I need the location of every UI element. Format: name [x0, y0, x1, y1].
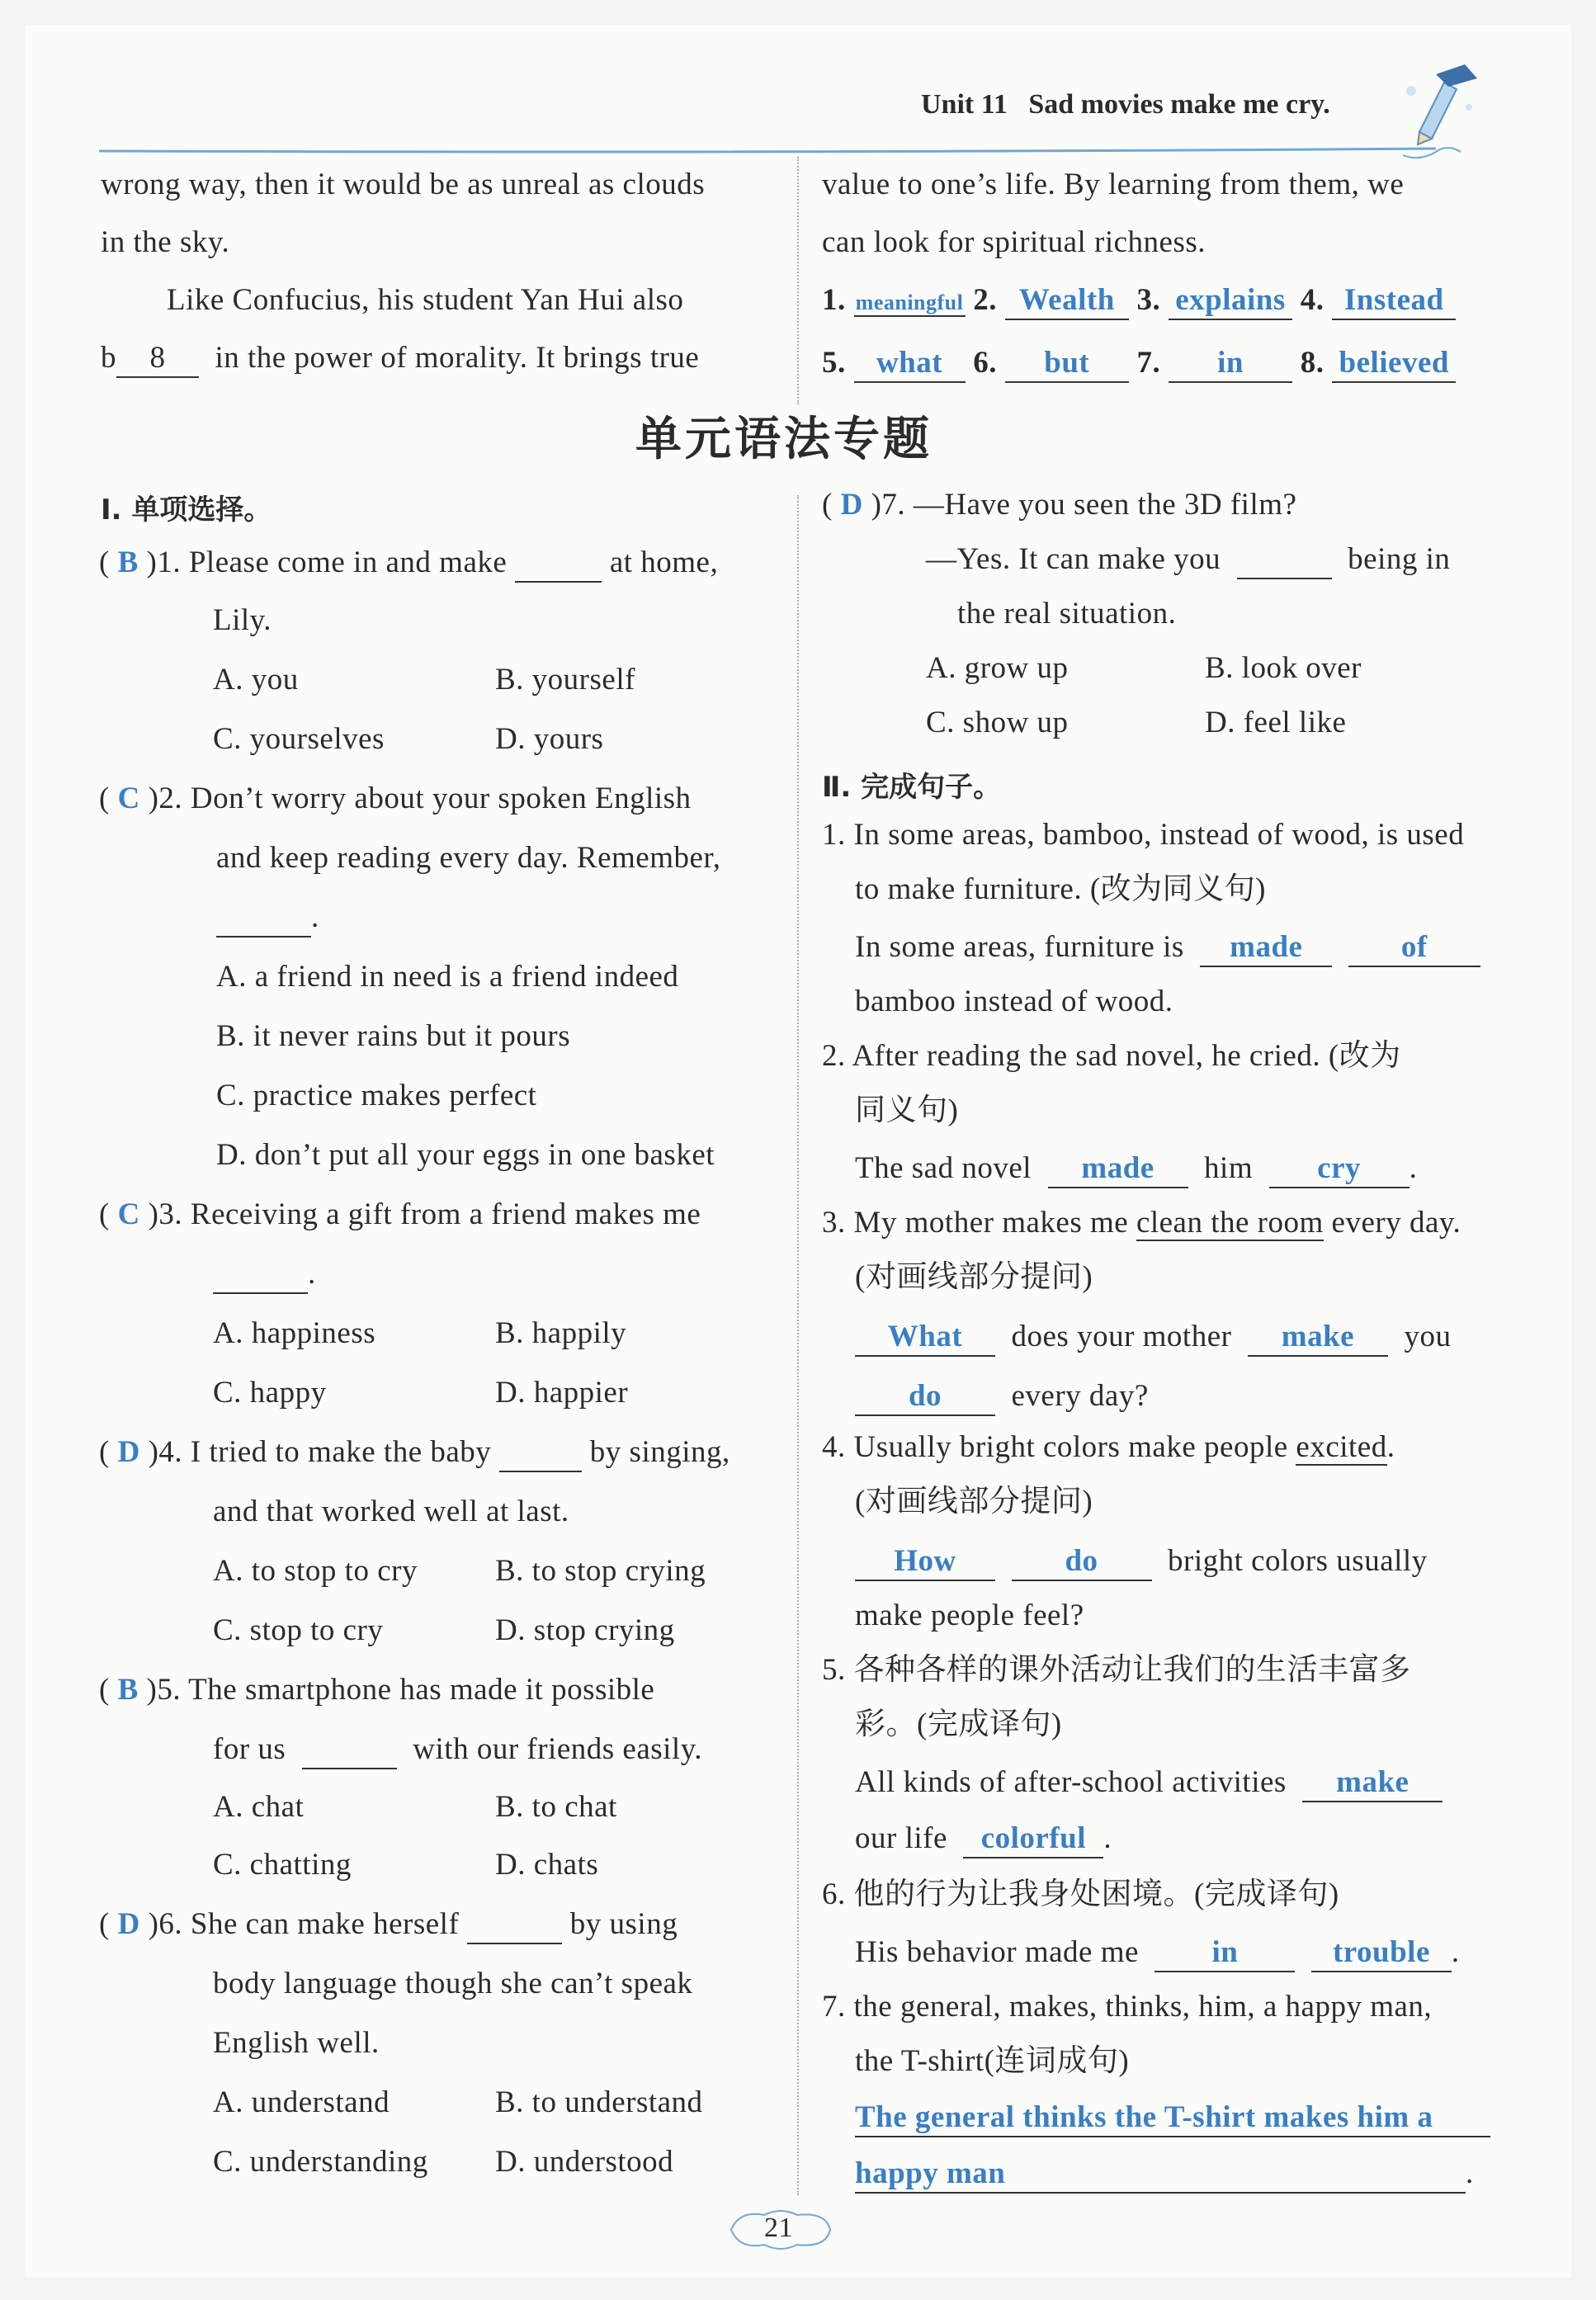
- option: B. to stop crying: [495, 1554, 706, 1588]
- question-3: ( C )3. Receiving a gift from a friend makes me: [99, 1197, 701, 1231]
- column-divider: [797, 495, 799, 2195]
- question-stem: )6. She can make herself: [148, 1907, 460, 1941]
- option: C. understanding: [213, 2145, 428, 2179]
- sentence-answer: [855, 1150, 1417, 1188]
- sentence-text: In some areas, furniture is: [855, 930, 1184, 964]
- sentence-text: our life: [855, 1821, 947, 1855]
- sentence-answer: [855, 1821, 1112, 1858]
- sentence-text: every day?: [1011, 1379, 1149, 1413]
- answer-number: 3.: [1136, 283, 1161, 317]
- sentence-end: .: [1409, 1151, 1418, 1185]
- question-stem: Lily.: [213, 603, 272, 637]
- reading-line: can look for spiritual richness.: [822, 225, 1206, 259]
- sentence-text: 4. Usually bright colors make people: [822, 1430, 1296, 1464]
- option: D. don’t put all your eggs in one basket: [216, 1138, 715, 1172]
- sentence-prompt: 彩。(完成译句): [855, 1707, 1062, 1741]
- option: A. grow up: [926, 651, 1069, 685]
- answer-number: 6.: [973, 346, 997, 380]
- sentence-text: you: [1404, 1320, 1452, 1353]
- question-stem: and keep reading every day. Remember,: [216, 841, 721, 875]
- sentence-text: All kinds of after-school activities: [855, 1765, 1287, 1799]
- answer-letter: C: [117, 782, 140, 815]
- option: A. understand: [213, 2085, 390, 2119]
- workbook-page: [25, 25, 1571, 2278]
- sentence-text: bamboo instead of wood.: [855, 985, 1173, 1018]
- question-stem: [926, 541, 1450, 579]
- option: B. to chat: [495, 1790, 617, 1824]
- option: B. yourself: [495, 663, 635, 697]
- option: B. look over: [1205, 651, 1362, 685]
- sentence-text: every day.: [1323, 1206, 1461, 1240]
- option: A. chat: [213, 1790, 305, 1824]
- option: D. understood: [495, 2145, 674, 2179]
- answer-blank: what: [854, 345, 966, 383]
- option: C. show up: [926, 706, 1069, 739]
- question-stem: and that worked well at last.: [213, 1495, 569, 1528]
- reading-line: value to one’s life. By learning from them, we: [822, 168, 1405, 201]
- sentence-text: does your mother: [1011, 1320, 1232, 1353]
- page-number: 21: [764, 2213, 793, 2243]
- part-title: Ⅱ. 完成句子。: [822, 771, 1002, 804]
- answer-blank: in: [1169, 345, 1292, 383]
- sentence-text: 3. My mother makes me: [822, 1206, 1136, 1240]
- question-stem: )2. Don’t worry about your spoken English: [148, 782, 692, 815]
- option: D. feel like: [1205, 706, 1347, 739]
- answer-blank: What: [855, 1319, 995, 1357]
- question-stem: )3. Receiving a gift from a friend makes me: [148, 1197, 701, 1231]
- option: B. to understand: [495, 2085, 703, 2119]
- reading-line: in the sky.: [101, 225, 230, 259]
- answer-blank: made: [1048, 1150, 1188, 1188]
- option: B. happily: [495, 1316, 627, 1350]
- answer-number: 8.: [1300, 346, 1324, 380]
- question-stem: being in: [1348, 542, 1451, 576]
- question-1: ( B )1. Please come in and make at home,: [99, 545, 718, 583]
- sentence-answer: [855, 1764, 1443, 1802]
- sentence-text: His behavior made me: [855, 1935, 1139, 1969]
- answer-number: 2.: [973, 283, 997, 317]
- reading-line: [101, 340, 699, 378]
- sentence-prompt: 2. After reading the sad novel, he cried. (改为: [822, 1039, 1401, 1073]
- answer-number: 7.: [1136, 346, 1161, 380]
- answer-blank: Instead: [1332, 282, 1456, 320]
- sentence-answer: [855, 2156, 1474, 2194]
- answer-letter: D: [117, 1907, 140, 1941]
- sentence-answer: [855, 1934, 1460, 1972]
- question-stem: )7. —Have you seen the 3D film?: [871, 488, 1297, 522]
- answer-blank: make: [1248, 1319, 1388, 1357]
- sentence-answer: [855, 1378, 1149, 1416]
- answer-blank: cry: [1269, 1150, 1409, 1188]
- option: C. yourselves: [213, 722, 385, 756]
- answer-blank: colorful: [963, 1821, 1103, 1858]
- answer-number: 5.: [822, 346, 846, 380]
- sentence-prompt: 6. 他的行为让我身处困境。(完成译句): [822, 1877, 1339, 1911]
- question-stem: )1. Please come in and make: [146, 545, 508, 579]
- underlined-part: excited: [1296, 1430, 1387, 1464]
- answer-blank: 8: [116, 340, 199, 378]
- answer-blank: trouble: [1311, 1934, 1452, 1972]
- question-6: ( D )6. She can make herself by using: [99, 1906, 678, 1944]
- underlined-part: clean the room: [1136, 1206, 1324, 1240]
- sentence-prompt: [822, 1205, 1461, 1241]
- option: D. yours: [495, 722, 604, 756]
- answer-number: 1.: [822, 283, 846, 317]
- answer-blank: How: [855, 1543, 995, 1581]
- unit-header: [921, 89, 1330, 120]
- answer-blank: do: [1012, 1543, 1152, 1581]
- answer-letter: D: [840, 488, 863, 522]
- sentence-prompt: 7. the general, makes, thinks, him, a happy man,: [822, 1990, 1433, 2024]
- question-stem: )5. The smartphone has made it possible: [146, 1673, 655, 1707]
- sentence-prompt: to make furniture. (改为同义句): [855, 872, 1266, 906]
- unit-title: Sad movies make me cry.: [1028, 89, 1330, 120]
- sentence-answer: [855, 1319, 1451, 1357]
- answer-blank: The general thinks the T-shirt makes him a: [855, 2099, 1490, 2137]
- answer-blank: meaningful: [854, 290, 966, 317]
- option: C. chatting: [213, 1848, 352, 1882]
- reading-text: b: [101, 341, 116, 375]
- sentence-text: bright colors usually: [1168, 1544, 1428, 1578]
- question-stem: English well.: [213, 2026, 380, 2060]
- answer-letter: B: [117, 1673, 139, 1707]
- sentence-prompt: (对画线部分提问): [855, 1485, 1093, 1518]
- sentence-text: .: [1386, 1430, 1395, 1464]
- sentence-end: .: [1466, 2156, 1474, 2190]
- sentence-prompt: 1. In some areas, bamboo, instead of wood, is used: [822, 818, 1465, 852]
- answer-blank: do: [855, 1378, 995, 1416]
- answer-blank: explains: [1169, 282, 1292, 320]
- answer-blank: of: [1348, 929, 1480, 967]
- answer-blank: Wealth: [1005, 282, 1129, 320]
- sentence-text: The sad novel: [855, 1151, 1032, 1185]
- question-7: ( D )7. —Have you seen the 3D film?: [822, 488, 1297, 522]
- sentence-answer: [855, 1543, 1428, 1581]
- option: A. happiness: [213, 1316, 376, 1350]
- reading-text: in the power of morality. It brings true: [215, 341, 700, 375]
- option: B. it never rains but it pours: [216, 1019, 571, 1053]
- question-blank: .: [213, 1256, 316, 1294]
- answer-letter: B: [117, 545, 139, 579]
- sentence-text: him: [1204, 1151, 1254, 1185]
- question-stem: by singing,: [589, 1435, 730, 1469]
- question-2: ( C )2. Don’t worry about your spoken English: [99, 782, 692, 815]
- sentence-answer: [855, 2099, 1490, 2137]
- question-4: ( D )4. I tried to make the baby by singing,: [99, 1434, 730, 1472]
- option: D. happier: [495, 1376, 629, 1410]
- column-divider-top: [797, 157, 799, 404]
- option: D. stop crying: [495, 1613, 675, 1647]
- answer-blank: happy man: [855, 2156, 1466, 2194]
- question-stem: with our friends easily.: [413, 1732, 703, 1766]
- sentence-end: .: [1451, 1935, 1460, 1969]
- pencil-cap-icon: [1395, 58, 1485, 149]
- option: A. a friend in need is a friend indeed: [216, 960, 679, 994]
- sentence-end: .: [1103, 1821, 1112, 1855]
- section-title: 单元语法专题: [635, 413, 933, 466]
- question-stem: )4. I tried to make the baby: [148, 1435, 492, 1469]
- sentence-prompt: 同义句): [855, 1093, 959, 1127]
- option: C. happy: [213, 1376, 327, 1410]
- answer-blank: but: [1005, 345, 1129, 383]
- sentence-prompt: the T-shirt(连词成句): [855, 2044, 1130, 2078]
- option: A. to stop to cry: [213, 1554, 418, 1588]
- question-stem: [213, 1731, 702, 1769]
- header-rule: [99, 122, 1518, 172]
- sentence-prompt: (对画线部分提问): [855, 1260, 1093, 1294]
- question-stem: for us: [213, 1732, 286, 1766]
- question-stem: by using: [569, 1907, 678, 1941]
- unit-number: Unit 11: [921, 89, 1008, 120]
- answer-number: 4.: [1300, 283, 1324, 317]
- answer-letter: C: [117, 1197, 140, 1231]
- answer-row: [822, 345, 1456, 383]
- answer-blank: believed: [1332, 345, 1456, 383]
- option: D. chats: [495, 1848, 599, 1882]
- option: A. you: [213, 663, 299, 697]
- question-5: ( B )5. The smartphone has made it possible: [99, 1673, 655, 1707]
- question-stem: —Yes. It can make you: [926, 542, 1221, 576]
- part-title: Ⅰ. 单项选择。: [101, 494, 272, 527]
- reading-line: wrong way, then it would be as unreal as clouds: [101, 168, 706, 201]
- reading-line: Like Confucius, his student Yan Hui also: [167, 283, 684, 317]
- question-stem: body language though she can’t speak: [213, 1967, 693, 2000]
- sentence-prompt: 5. 各种各样的课外活动让我们的生活丰富多: [822, 1653, 1411, 1687]
- question-blank: .: [216, 900, 319, 937]
- sentence-prompt: [822, 1429, 1395, 1466]
- answer-letter: D: [117, 1435, 140, 1469]
- option: C. practice makes perfect: [216, 1079, 537, 1112]
- option: C. stop to cry: [213, 1613, 384, 1647]
- question-stem: the real situation.: [957, 597, 1177, 630]
- question-stem: at home,: [609, 545, 719, 579]
- answer-row: [822, 282, 1456, 320]
- answer-blank: in: [1155, 1934, 1295, 1972]
- answer-blank: make: [1302, 1764, 1443, 1802]
- sentence-text: make people feel?: [855, 1599, 1084, 1632]
- answer-blank: made: [1200, 929, 1332, 967]
- sentence-answer: [855, 929, 1480, 967]
